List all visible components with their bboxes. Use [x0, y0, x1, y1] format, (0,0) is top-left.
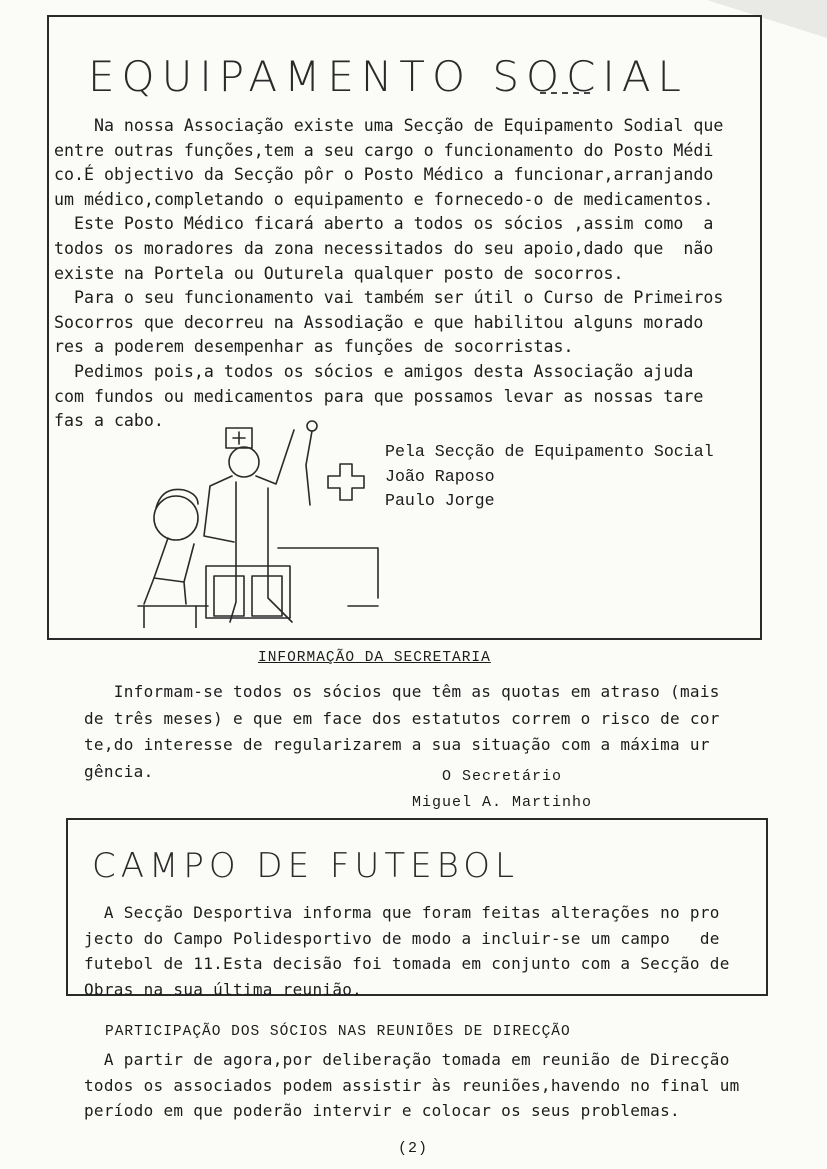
participacao-heading: PARTICIPAÇÃO DOS SÓCIOS NAS REUNIÕES DE DIRECÇÃO	[105, 1024, 571, 1040]
signature-line: Miguel A. Martinho	[412, 794, 593, 811]
campo-futebol-title: CAMPO DE FUTEBOL	[92, 846, 519, 886]
signature-line: João Raposo	[385, 466, 495, 486]
doctor-and-child-illustration	[128, 418, 388, 628]
secretaria-heading: INFORMAÇÃO DA SECRETARIA	[258, 650, 491, 666]
page-number: (2)	[398, 1140, 429, 1157]
signature-line: Paulo Jorge	[385, 491, 495, 511]
equipamento-signature	[385, 440, 714, 514]
secretaria-signature	[412, 764, 592, 816]
secretaria-body: Informam-se todos os sócios que têm as quotas em atraso (mais de três meses) e que em face dos estatutos correm o risco de cor te,do interesse de regularizarem a sua situação com a máxima ur gência.	[84, 682, 720, 781]
campo-futebol-body: A Secção Desportiva informa que foram feitas alterações no pro jecto do Campo Polidesportivo de modo a incluir-se um campo de futebol de 11.Esta decisão foi tomada em conjunto com a Secção de Obras na sua última reunião.	[84, 903, 730, 999]
signature-line: Pela Secção de Equipamento Social	[385, 442, 714, 461]
equipamento-social-title: EQUIPAMENTO SOCIAL	[88, 52, 688, 101]
title-underline-dash	[540, 92, 590, 94]
signature-line: O Secretário	[442, 768, 563, 785]
participacao-body: A partir de agora,por deliberação tomada em reunião de Direcção todos os associados podem assistir às reuniões,havendo no final um período em que poderão intervir e colocar os seus problemas.	[84, 1050, 740, 1120]
equipamento-social-body: Na nossa Associação existe uma Secção de Equipamento Sodial que entre outras funções,tem a seu cargo o funcionamento do Posto Médi co.É objectivo da Secção pôr o Posto Médico a funcionar,arranjando um médico,completando o equipamento e fornecedo-o de medicamentos. Este Posto Médico ficará aberto a todos os sócios ,assim como a todos os moradores da zona necessitados do seu apoio,dado que não existe na Portela ou Outurela qualquer posto de socorros. Para o seu funcionamento vai também ser útil o Curso de Primeiros Socorros que decorreu na Assodiação e que habilitou alguns morado res a poderem desempenhar as funções de socorristas. Pedimos pois,a todos os sócios e amigos desta Associação ajuda com fundos ou medicamentos para que possamos levar as nossas tare fas a cabo.	[54, 116, 724, 431]
